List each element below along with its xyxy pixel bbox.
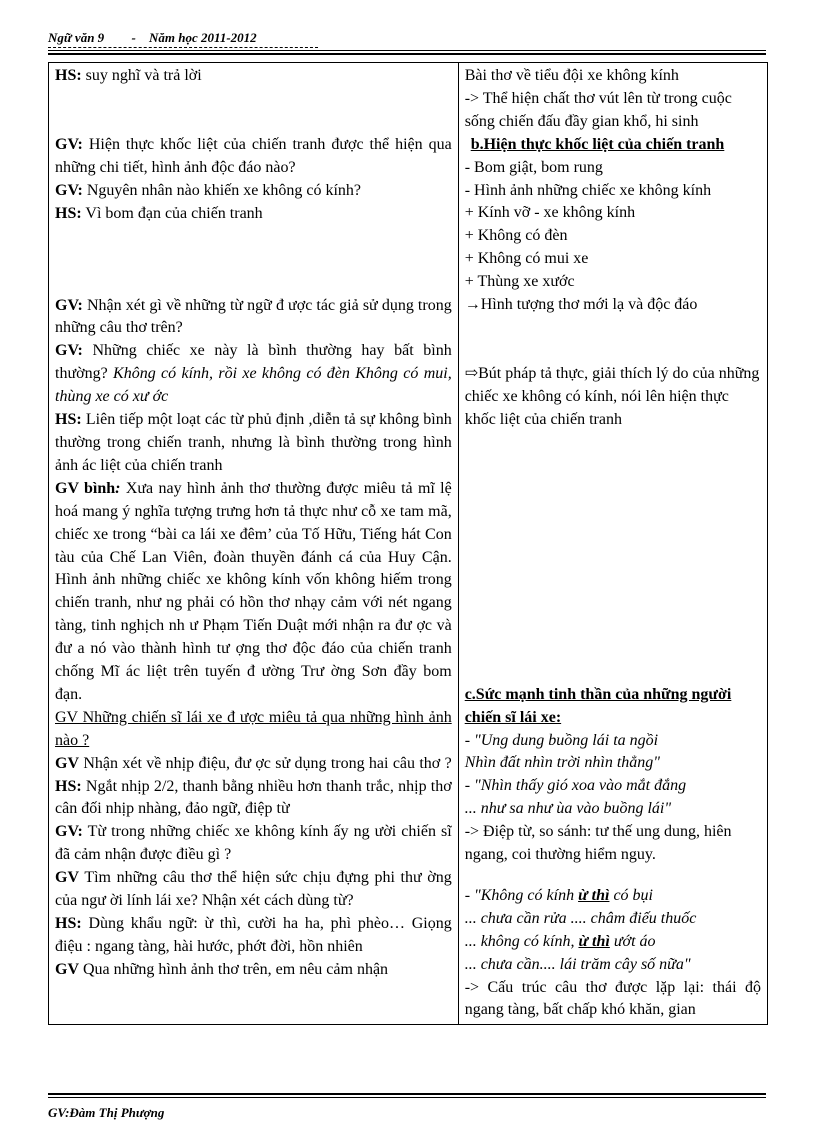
header-rule-thin: [48, 50, 766, 51]
outline-arrow-icon: ⇨: [464, 364, 479, 382]
left-p4: HS: Vì bom đạn của chiến tranh: [55, 204, 263, 222]
right-r7: + Không có đèn: [464, 227, 568, 245]
right-r8: + Không có mui xe: [464, 250, 589, 268]
left-p13: HS: Dùng khẩu ngữ: ừ thì, cười ha ha, phì phèo… Giọng điệu : ngang tàng, hài hước, phớt đời, hồn nhiên: [55, 915, 452, 955]
right-r16: ... như sa như ùa vào buồng lái": [464, 800, 672, 818]
activity-column: [49, 63, 459, 1025]
left-p12: GV Tìm những câu thơ thể hiện sức chịu đựng phi thư ờng của ngư ời lính lái xe? Nhận xét cách dùng từ?: [55, 869, 452, 910]
header-dash: -: [131, 30, 136, 45]
right-r14: Nhìn đất nhìn trời nhìn thẳng": [464, 754, 660, 772]
right-r1: Bài thơ về tiểu đội xe không kính: [464, 67, 679, 84]
left-p3: GV: Nguyên nhân nào khiến xe không có kính?: [55, 181, 362, 199]
section-b-heading: b.Hiện thực khốc liệt của chiến tranh: [470, 135, 725, 153]
left-p14: GV Qua những hình ảnh thơ trên, em nêu cảm nhận: [55, 960, 389, 978]
left-p1: HS: suy nghĩ và trả lời: [55, 67, 202, 84]
right-r18: - "Không có kính ừ thì có bụi: [464, 886, 653, 904]
header-dash-line: [48, 47, 318, 48]
left-p10: GV Nhận xét về nhịp điệu, đư ợc sử dụng trong hai câu thơ ? HS: Ngắt nhịp 2/2, thanh bằng nhiều hơn thanh trắc, nhịp thơ cân đối nhịp nhàng, đảo ngữ, điệp từ: [55, 754, 452, 818]
section-c-heading: c.Sức mạnh tinh thần của những người chiến sĩ lái xe:: [464, 685, 732, 726]
right-r10: →Hình tượng thơ mới lạ và độc đáo: [464, 296, 698, 314]
right-r6: + Kính vỡ - xe không kính: [464, 204, 636, 222]
left-p8: GV bình: Xưa nay hình ảnh thơ thường được miêu tả mĩ lệ hoá mang ý nghĩa tượng trưng hơn tả thực như cỗ xe tam mã, chiếc xe trong “bài ca lái xe đêm’ của Tố Hữu, Tiếng hát Con tàu của Chế Lan Viên, đoàn thuyền đánh cá của Huy Cận. Hình ảnh những chiếc xe không kính vốn không hiếm trong chiến tranh, như ng phải có hồn thơ nhạy cảm với nét ngang tàng, tinh nghịch nh ư Phạm Tiến Duật mới nhận ra đư ợc và đư a nó vào thành hình tư ợng thơ độc đáo của chiến tranh chống Mĩ ác liệt trên tuyến đ ường Trư ờng Sơn đầy bom đạn.: [55, 479, 452, 703]
subject-label: Ngữ văn 9: [48, 30, 105, 45]
footer-rule-thin: [48, 1097, 766, 1098]
right-r20: ... không có kính, ừ thì ướt áo: [464, 932, 656, 950]
page-header: [48, 30, 257, 46]
right-r9: + Thùng xe xước: [464, 273, 575, 291]
left-p5: GV: Nhận xét gì về những từ ngữ đ ược tác giả sử dụng trong những câu thơ trên?: [55, 296, 452, 337]
school-year: Năm học 2011-2012: [149, 30, 257, 45]
content-column: [458, 63, 767, 1025]
left-p9: GV Những chiến sĩ lái xe đ ược miêu tả qua những hình ảnh nào ?: [55, 708, 452, 749]
right-r15: - "Nhìn thấy gió xoa vào mắt đắng: [464, 777, 687, 795]
arrow-right-icon: →: [464, 296, 481, 314]
right-r2: -> Thể hiện chất thơ vút lên từ trong cuộc sống chiến đấu đầy gian khổ, hi sinh: [464, 89, 732, 130]
left-p6: GV: Những chiếc xe này là bình thường hay bất bình thường? Không có kính, rồi xe không có đèn Không có mui, thùng xe có xư ớc: [55, 342, 452, 406]
right-r17: -> Điệp từ, so sánh: tư thế ung dung, hiên ngang, coi thường hiểm nguy.: [464, 823, 732, 864]
left-p7: HS: Liên tiếp một loạt các từ phủ định ,diễn tả sự không bình thường trong chiến tranh, nhưng là bình thường trong hình ảnh ác liệt của chiến tranh: [55, 411, 452, 474]
lesson-table: [48, 62, 768, 1025]
header-rule-thick: [48, 53, 766, 55]
right-r19: ... chưa cần rửa .... châm điếu thuốc: [464, 909, 697, 927]
right-r13: - "Ung dung buồng lái ta ngồi: [464, 731, 659, 749]
right-r21: ... chưa cần.... lái trăm cây số nữa": [464, 955, 691, 973]
right-r22: -> Cấu trúc câu thơ được lặp lại: thái độ ngang tàng, bất chấp khó khăn, gian: [464, 978, 761, 1019]
footer-rule-thick: [48, 1093, 766, 1095]
left-p11: GV: Từ trong những chiếc xe không kính ấy ng ười chiến sĩ đã cảm nhận được điều gì ?: [55, 823, 452, 864]
footer-teacher: GV:Đàm Thị Phượng: [48, 1105, 165, 1120]
right-r11: ⇨Bút pháp tả thực, giải thích lý do của những chiếc xe không có kính, nói lên hiện thực khốc liệt của chiến tranh: [464, 364, 760, 428]
right-r5: - Hình ảnh những chiếc xe không kính: [464, 181, 712, 199]
left-p2: GV: Hiện thực khốc liệt của chiến tranh được thể hiện qua những chi tiết, hình ảnh độc đáo nào?: [55, 135, 452, 176]
right-r4: - Bom giật, bom rung: [464, 158, 603, 176]
